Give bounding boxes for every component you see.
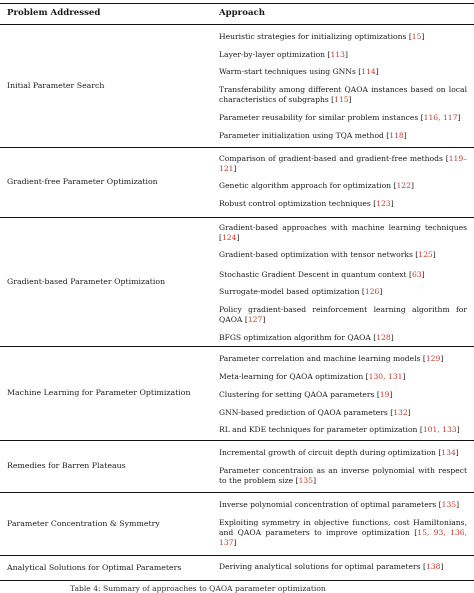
approach-text: Meta-learning for QAOA optimization xyxy=(219,372,366,381)
ref-open-bracket: [ xyxy=(445,154,449,163)
ref-open-bracket: [ xyxy=(420,113,424,122)
approach-text: Surrogate-model based optimization xyxy=(219,287,362,296)
citation-link[interactable]: 123 xyxy=(376,199,391,208)
ref-close-bracket: ] xyxy=(348,94,352,104)
header-rule xyxy=(0,24,474,25)
approach-item xyxy=(219,32,467,42)
ref-close-bracket: ] xyxy=(233,163,237,173)
citation-link[interactable]: 101, 133 xyxy=(422,425,457,434)
ref-open-bracket: [ xyxy=(393,181,397,190)
table-header xyxy=(0,6,474,24)
approach-text: Gradient-based optimization with tensor networks xyxy=(219,250,416,259)
ref-open-bracket: [ xyxy=(244,314,248,324)
citation-link[interactable]: 129 xyxy=(425,354,441,363)
approach-item xyxy=(219,270,467,280)
ref-close-bracket: ] xyxy=(410,181,414,190)
ref-open-bracket: [ xyxy=(373,333,377,342)
ref-open-bracket: [ xyxy=(414,527,418,537)
citation-link[interactable]: 63 xyxy=(411,270,422,279)
ref-close-bracket: ] xyxy=(313,475,317,485)
citation-link[interactable]: 135 xyxy=(298,475,314,485)
approach-item xyxy=(219,518,467,547)
citation-link[interactable]: 122 xyxy=(396,181,411,190)
citation-link[interactable]: 119–121 xyxy=(219,154,467,173)
ref-close-bracket: ] xyxy=(390,199,394,208)
header-approach: Approach xyxy=(219,8,265,18)
problem-cell: Remedies for Barren Plateaus xyxy=(7,461,126,470)
group-rule xyxy=(0,346,474,347)
ref-open-bracket: [ xyxy=(422,562,426,571)
ref-open-bracket: [ xyxy=(390,408,394,417)
approach-item xyxy=(219,67,467,77)
ref-close-bracket: ] xyxy=(421,32,425,41)
group-rule xyxy=(0,555,474,556)
approach-item xyxy=(219,223,467,243)
approach-text: Parameter correlation and machine learning models xyxy=(219,354,423,363)
ref-close-bracket: ] xyxy=(440,562,444,571)
ref-open-bracket: [ xyxy=(415,250,419,259)
approach-text: GNN-based prediction of QAOA parameters xyxy=(219,408,391,417)
approach-text: Heuristic strategies for initializing optimizations xyxy=(219,32,409,41)
ref-open-bracket: [ xyxy=(408,32,412,41)
bottom-rule xyxy=(0,580,474,581)
ref-open-bracket: [ xyxy=(295,475,299,485)
approach-item xyxy=(219,85,467,105)
approach-item xyxy=(219,154,467,174)
approach-item xyxy=(219,562,467,572)
approach-item xyxy=(219,354,467,364)
ref-open-bracket: [ xyxy=(358,67,362,76)
citation-link[interactable]: 127 xyxy=(247,314,263,324)
ref-close-bracket: ] xyxy=(456,425,460,434)
approach-text: Layer-by-layer optimization xyxy=(219,50,328,59)
ref-open-bracket: [ xyxy=(376,390,380,399)
citation-link[interactable]: 126 xyxy=(364,287,380,296)
ref-close-bracket: ] xyxy=(390,333,394,342)
approach-text: Comparison of gradient-based and gradient-free methods xyxy=(219,154,446,163)
citation-link[interactable]: 132 xyxy=(393,408,408,417)
ref-open-bracket: [ xyxy=(386,131,390,140)
approach-item xyxy=(219,305,467,325)
group-rule xyxy=(0,440,474,441)
ref-close-bracket: ] xyxy=(344,50,348,59)
citation-link[interactable]: 115 xyxy=(334,94,349,104)
group-rule xyxy=(0,492,474,493)
approach-text: Robust control optimization techniques xyxy=(219,199,374,208)
problem-cell: Analytical Solutions for Optimal Parameters xyxy=(7,562,182,572)
citation-link[interactable]: 116, 117 xyxy=(423,113,458,122)
approach-text: Transferability among different QAOA instances based on local characteristics of subgraphs xyxy=(219,85,467,104)
ref-close-bracket: ] xyxy=(456,500,460,509)
approach-text: Incremental growth of circuit depth during optimization xyxy=(219,448,439,457)
citation-link[interactable]: 134 xyxy=(441,448,456,457)
approach-text: Deriving analytical solutions for optimal parameters xyxy=(219,562,423,571)
approach-text: Stochastic Gradient Descent in quantum context xyxy=(219,270,409,279)
problem-cell: Machine Learning for Parameter Optimization xyxy=(7,388,191,397)
problem-cell: Parameter Concentration & Symmetry xyxy=(7,518,160,528)
approach-text: BFGS optimization algorithm for QAOA xyxy=(219,333,374,342)
approach-text: Gradient-based approaches with machine learning techniques xyxy=(219,223,467,232)
citation-link[interactable]: 114 xyxy=(361,67,376,76)
ref-close-bracket: ] xyxy=(432,250,436,259)
citation-link[interactable]: 19 xyxy=(379,390,390,399)
ref-close-bracket: ] xyxy=(403,131,407,140)
ref-open-bracket: [ xyxy=(361,287,365,296)
approach-text: Clustering for setting QAOA parameters xyxy=(219,390,377,399)
approach-item xyxy=(219,250,467,260)
ref-close-bracket: ] xyxy=(375,67,379,76)
problem-cell: Gradient-free Parameter Optimization xyxy=(7,177,158,186)
header-problem: Problem Addressed xyxy=(7,8,101,18)
approach-item xyxy=(219,131,467,141)
ref-close-bracket: ] xyxy=(262,314,266,324)
ref-close-bracket: ] xyxy=(407,408,411,417)
approach-item xyxy=(219,390,467,400)
ref-close-bracket: ] xyxy=(379,287,383,296)
approach-item xyxy=(219,500,467,510)
approach-text: Inverse polynomial concentration of optimal parameters xyxy=(219,500,439,509)
problem-cell: Initial Parameter Search xyxy=(7,80,105,90)
ref-close-bracket: ] xyxy=(236,232,240,242)
ref-open-bracket: [ xyxy=(438,448,442,457)
approach-item xyxy=(219,425,467,435)
approach-text: Parameter initialization using TQA method xyxy=(219,131,387,140)
approach-item xyxy=(219,181,467,191)
ref-open-bracket: [ xyxy=(219,232,222,242)
ref-open-bracket: [ xyxy=(438,500,442,509)
ref-open-bracket: [ xyxy=(331,94,335,104)
citation-link[interactable]: 128 xyxy=(376,333,391,342)
approach-item xyxy=(219,50,467,60)
approach-text: Parameter concentraion as an inverse polynomial with respect to the problem size xyxy=(219,466,467,485)
approach-text: Parameter reusability for similar problem instances xyxy=(219,113,421,122)
ref-open-bracket: [ xyxy=(422,354,426,363)
citation-link[interactable]: 135 xyxy=(441,500,457,509)
ref-close-bracket: ] xyxy=(402,372,406,381)
group-rule xyxy=(0,147,474,148)
top-rule xyxy=(0,3,474,4)
ref-open-bracket: [ xyxy=(327,50,331,59)
approach-item xyxy=(219,287,467,297)
approach-text: Exploiting symmetry in objective functions, cost Hamiltonians, and QAOA parameters to improve optimization xyxy=(219,518,467,537)
approach-text: RL and KDE techniques for parameter optimization xyxy=(219,425,420,434)
approach-item xyxy=(219,448,467,458)
citation-link[interactable]: 130, 131 xyxy=(368,372,403,381)
ref-close-bracket: ] xyxy=(440,354,444,363)
citation-link[interactable]: 118 xyxy=(389,131,404,140)
ref-open-bracket: [ xyxy=(408,270,412,279)
approach-item xyxy=(219,199,467,209)
problem-cell: Gradient-based Parameter Optimization xyxy=(7,276,166,286)
approach-text: Genetic algorithm approach for optimization xyxy=(219,181,394,190)
citation-link[interactable]: 138 xyxy=(425,562,441,571)
approach-item xyxy=(219,113,467,123)
citation-link[interactable]: 15, 93, 136, 137 xyxy=(219,527,468,547)
citation-link[interactable]: 125 xyxy=(418,250,433,259)
citation-link[interactable]: 15 xyxy=(411,32,422,41)
approach-item xyxy=(219,333,467,343)
ref-close-bracket: ] xyxy=(455,448,459,457)
approach-text: Warm-start techniques using GNNs xyxy=(219,67,359,76)
ref-close-bracket: ] xyxy=(233,537,237,547)
table-caption: Table 4: Summary of approaches to QAOA parameter optimization xyxy=(70,584,326,593)
ref-open-bracket: [ xyxy=(419,425,423,434)
approach-text: Policy gradient-based reinforcement learning algorithm for QAOA xyxy=(219,305,467,324)
citation-link[interactable]: 124 xyxy=(221,232,237,242)
approach-item xyxy=(219,372,467,382)
citation-link[interactable]: 113 xyxy=(330,50,345,59)
ref-close-bracket: ] xyxy=(389,390,393,399)
ref-close-bracket: ] xyxy=(421,270,425,279)
approach-item xyxy=(219,408,467,418)
ref-open-bracket: [ xyxy=(365,372,369,381)
group-rule xyxy=(0,217,474,218)
ref-open-bracket: [ xyxy=(373,199,377,208)
approach-item xyxy=(219,466,467,486)
ref-close-bracket: ] xyxy=(457,113,461,122)
